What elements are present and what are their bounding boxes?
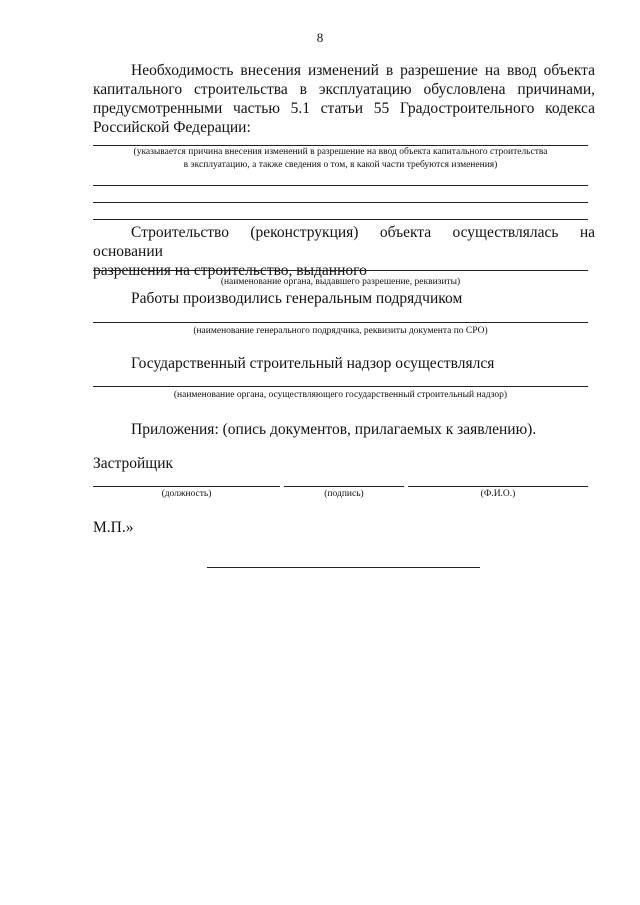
permit-caption: (наименование органа, выдавшего разрешение, реквизиты) xyxy=(220,277,461,287)
contractor-text: Работы производились генеральным подрядчиком xyxy=(131,290,463,307)
reasons-fill-line-2 xyxy=(93,185,588,186)
stamp-place: М.П.» xyxy=(93,519,134,536)
permit-paragraph xyxy=(93,223,595,280)
signature-caption: (подпись) xyxy=(324,489,364,499)
reasons-line-3: предусмотренными частью 5.1 статьи 55 Градостроительного кодекса xyxy=(93,100,595,117)
reasons-caption-line-2: в эксплуатацию, а также сведения о том, в какой части требуются изменения) xyxy=(183,160,498,170)
reasons-line-1: Необходимость внесения изменений в разрешение на ввод объекта xyxy=(131,62,595,79)
contractor-fill-line xyxy=(93,322,588,323)
supervision-text: Государственный строительный надзор осуществлялся xyxy=(131,355,495,372)
reasons-caption xyxy=(93,146,588,172)
reasons-line-2: капитального строительства в эксплуатацию обусловлена причинами, xyxy=(93,81,595,98)
position-line xyxy=(93,486,280,487)
permit-line-1: Строительство (реконструкция) объекта осуществлялась на основании xyxy=(93,224,595,260)
permit-fill-line xyxy=(93,270,588,271)
reasons-caption-line-1: (указывается причина внесения изменений в разрешение на ввод объекта капитального строительства xyxy=(133,147,548,157)
developer-label: Застройщик xyxy=(93,455,174,472)
name-line xyxy=(408,486,588,487)
end-separator-line xyxy=(207,567,480,568)
reasons-fill-line-4 xyxy=(93,219,588,220)
reasons-paragraph xyxy=(93,61,595,137)
permit-line-2: разрешения на строительство, выданного xyxy=(93,262,367,279)
supervision-caption: (наименование органа, осуществляющего государственный строительный надзор) xyxy=(173,390,508,400)
name-caption: (Ф.И.О.) xyxy=(480,489,516,499)
reasons-fill-line-3 xyxy=(93,202,588,203)
page-number: 8 xyxy=(316,30,324,45)
contractor-caption: (наименование генерального подрядчика, реквизиты документа по СРО) xyxy=(193,326,488,336)
reasons-line-4: Российской Федерации: xyxy=(93,119,251,136)
supervision-fill-line xyxy=(93,386,588,387)
position-caption: (должность) xyxy=(161,489,212,499)
signature-line xyxy=(284,486,404,487)
attachments-text: Приложения: (опись документов, прилагаемых к заявлению). xyxy=(131,421,537,438)
